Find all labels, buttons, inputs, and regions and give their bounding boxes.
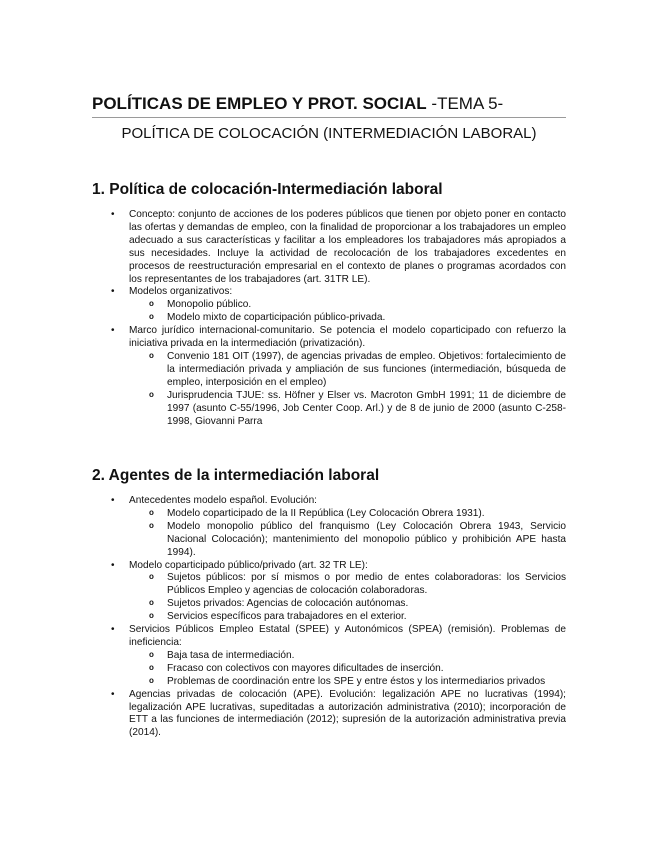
sub-list-item-text: Sujetos privados: Agencias de colocación autónomas. [167, 598, 409, 610]
sub-list-item-text: Problemas de coordinación entre los SPE y entre éstos y los intermediarios privados [167, 675, 546, 687]
list-item [92, 624, 566, 689]
sub-list-item-text: Modelo mixto de coparticipación público-privada. [167, 312, 386, 324]
document-title-topic: -TEMA 5- [426, 94, 504, 113]
sub-list-item-text: Baja tasa de intermediación. [167, 649, 295, 661]
list-item [92, 495, 566, 560]
sub-list-item-text: Jurisprudencia TJUE: ss. Höfner y Elser vs. Macroton GmbH 1991; 11 de diciembre de 1997 (asunto C-55/1996, Job Center Coop. Arl.) y de 8 de junio de 2000 (asunto C-258-1998, Giovanni Parra [167, 389, 566, 427]
sub-list [129, 351, 566, 428]
sub-list-item-text: Modelo monopolio público del franquismo (Ley Colocación Obrera 1943, Servicio Nacional Colocación); mantenimiento del monopolio público y prohibición APE hasta 1994). [167, 520, 566, 558]
list-item-text: Servicios Públicos Empleo Estatal (SPEE) y Autonómicos (SPEA) (remisión). Problemas de ineficiencia: [129, 624, 566, 648]
list-item [92, 286, 566, 325]
sub-list-item [129, 312, 566, 325]
list-item [92, 325, 566, 428]
document-subtitle: POLÍTICA DE COLOCACIÓN (INTERMEDIACIÓN LABORAL) [121, 125, 537, 142]
document-title-bold: POLÍTICAS DE EMPLEO Y PROT. SOCIAL [92, 94, 427, 113]
sub-list-item [129, 676, 566, 689]
sub-list-item-text: Modelo coparticipado de la II República (Ley Colocación Obrera 1931). [167, 507, 485, 519]
sub-list-item-text: Servicios específicos para trabajadores en el exterior. [167, 611, 407, 623]
sub-list-item-text: Monopolio público. [167, 299, 252, 311]
section-1 [92, 180, 566, 428]
list-item-text: Modelo coparticipado público/privado (art. 32 TR LE): [129, 559, 368, 571]
sub-list-item [129, 650, 566, 663]
sub-list-item [129, 663, 566, 676]
section-2 [92, 466, 566, 740]
sub-list-item-text: Convenio 181 OIT (1997), de agencias privadas de empleo. Objetivos: fortalecimiento de la intermediación privada y ampliación de sus funciones (intermediación, búsqueda de empleo, interposición en el empleo) [167, 350, 566, 388]
sub-list [129, 508, 566, 560]
sub-list [129, 299, 566, 325]
list-item-text: Modelos organizativos: [129, 286, 233, 298]
sub-list-item [129, 390, 566, 429]
list-item-text: Concepto: conjunto de acciones de los poderes públicos que tienen por objeto poner en contacto las ofertas y demandas de empleo, con la finalidad de proporcionar a los trabajadores un empleo adecuado a sus características y facilitar a los empleadores los trabajadores más apropiados a sus necesidades. Incluye la actividad de recolocación de los trabajadores excedentes en procesos de reestructuración empresarial en el contexto de planes o programas acordados con los representantes de los trabajadores (art. 31TR LE). [129, 209, 566, 285]
sub-list-item [129, 351, 566, 390]
sub-list-item [129, 598, 566, 611]
sub-list [129, 572, 566, 624]
sub-list-item [129, 572, 566, 598]
list-item-text: Antecedentes modelo español. Evolución: [129, 495, 317, 506]
section-2-list [92, 495, 566, 740]
sub-list-item [129, 508, 566, 521]
sub-list-item [129, 299, 566, 312]
section-1-heading: 1. Política de colocación-Intermediación laboral [92, 181, 443, 198]
list-item-text: Agencias privadas de colocación (APE). Evolución: legalización APE no lucrativas (1994); legalización APE lucrativas, supeditadas a autorización administrativa (2010); incorporación de ETT a las funciones de intermediación (2012); supresión de la autorización administrativa previa (2014). [129, 688, 566, 739]
sub-list [129, 650, 566, 689]
section-1-list [92, 209, 566, 428]
sub-list-item [129, 521, 566, 560]
sub-list-item-text: Sujetos públicos: por sí mismos o por medio de entes colaboradoras: los Servicios Públicos Empleo y agencias de colocación colaboradoras. [167, 572, 566, 597]
document-title [92, 93, 566, 118]
section-2-heading: 2. Agentes de la intermediación laboral [92, 467, 380, 484]
list-item [92, 560, 566, 625]
sub-list-item [129, 611, 566, 624]
sub-list-item-text: Fracaso con colectivos con mayores dificultades de inserción. [167, 662, 444, 674]
list-item [92, 689, 566, 741]
list-item-text: Marco jurídico internacional-comunitario. Se potencia el modelo coparticipado con refuerzo la iniciativa privada en la intermediación (privatización). [129, 325, 566, 350]
list-item [92, 209, 566, 286]
